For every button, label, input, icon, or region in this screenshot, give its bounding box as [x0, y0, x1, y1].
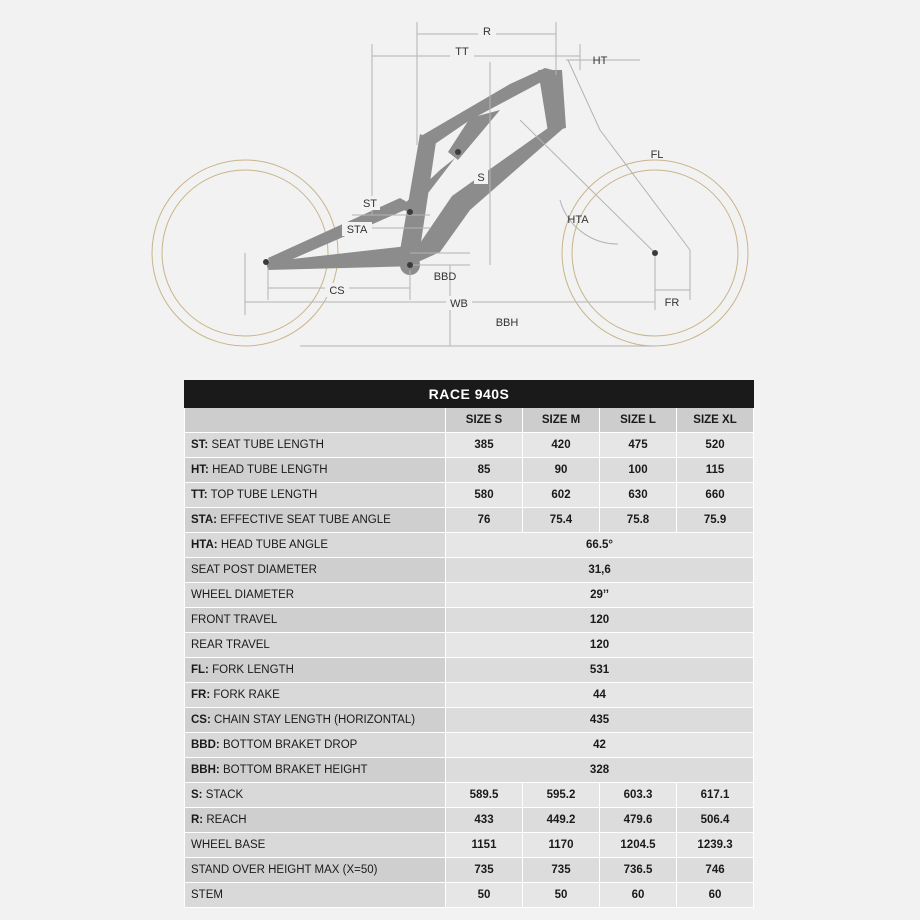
- table-row: [185, 483, 754, 508]
- table-row: [185, 433, 754, 458]
- row-value-3-2: 75.8: [600, 508, 677, 533]
- row-value-16-3: 1239.3: [677, 833, 754, 858]
- row-label-text-17: STAND OVER HEIGHT MAX (X=50): [191, 864, 378, 876]
- row-value-1-0: 85: [446, 458, 523, 483]
- row-label-10: [185, 683, 446, 708]
- label-FR: FR: [664, 297, 680, 309]
- row-abbr-1: HT:: [191, 464, 209, 476]
- label-R: R: [483, 26, 491, 38]
- row-value-16-1: 1170: [523, 833, 600, 858]
- column-header-1: SIZE S: [446, 408, 523, 433]
- row-label-11: [185, 708, 446, 733]
- row-label-text-1: HEAD TUBE LENGTH: [212, 464, 328, 476]
- row-value-18-2: 60: [600, 883, 677, 908]
- row-value-11-all: 435: [446, 708, 754, 733]
- row-value-14-3: 617.1: [677, 783, 754, 808]
- row-value-16-2: 1204.5: [600, 833, 677, 858]
- label-BBD: BBD: [433, 271, 457, 283]
- row-label-text-8: REAR TRAVEL: [191, 639, 270, 651]
- head-tube: [538, 70, 566, 132]
- table-row: [185, 808, 754, 833]
- row-label-text-15: REACH: [206, 814, 247, 826]
- row-value-3-3: 75.9: [677, 508, 754, 533]
- row-abbr-14: S:: [191, 789, 203, 801]
- row-label-5: [185, 558, 446, 583]
- row-value-8-all: 120: [446, 633, 754, 658]
- row-value-12-all: 42: [446, 733, 754, 758]
- row-value-14-2: 603.3: [600, 783, 677, 808]
- row-value-3-0: 76: [446, 508, 523, 533]
- row-label-6: [185, 583, 446, 608]
- row-label-14: [185, 783, 446, 808]
- row-abbr-2: TT:: [191, 489, 208, 501]
- row-label-text-14: STACK: [205, 789, 244, 801]
- row-value-7-all: 120: [446, 608, 754, 633]
- column-header-4: SIZE XL: [677, 408, 754, 433]
- row-label-2: [185, 483, 446, 508]
- table-row: [185, 533, 754, 558]
- row-label-3: [185, 508, 446, 533]
- table-row: [185, 608, 754, 633]
- column-header-3: SIZE L: [600, 408, 677, 433]
- row-abbr-10: FR:: [191, 689, 211, 701]
- table-row: [185, 458, 754, 483]
- row-value-17-0: 735: [446, 858, 523, 883]
- row-value-1-2: 100: [600, 458, 677, 483]
- table-row: [185, 783, 754, 808]
- row-abbr-12: BBD:: [191, 739, 220, 751]
- row-value-14-0: 589.5: [446, 783, 523, 808]
- row-value-13-all: 328: [446, 758, 754, 783]
- row-label-text-3: EFFECTIVE SEAT TUBE ANGLE: [220, 514, 391, 526]
- row-label-text-16: WHEEL BASE: [191, 839, 266, 851]
- row-label-1: [185, 458, 446, 483]
- table-row: [185, 858, 754, 883]
- label-HT: HT: [592, 55, 608, 67]
- row-value-17-1: 735: [523, 858, 600, 883]
- row-abbr-11: CS:: [191, 714, 211, 726]
- row-value-4-all: 66.5°: [446, 533, 754, 558]
- geometry-table-wrap: [184, 380, 753, 908]
- label-HTA: HTA: [567, 214, 589, 226]
- row-abbr-13: BBH:: [191, 764, 220, 776]
- row-label-text-0: SEAT TUBE LENGTH: [211, 439, 324, 451]
- row-label-12: [185, 733, 446, 758]
- label-BBH: BBH: [495, 317, 519, 329]
- row-value-0-3: 520: [677, 433, 754, 458]
- geometry-table: [184, 380, 754, 908]
- label-ST: ST: [362, 198, 378, 210]
- row-label-13: [185, 758, 446, 783]
- table-title-row: [185, 381, 754, 408]
- row-value-2-0: 580: [446, 483, 523, 508]
- row-label-text-11: CHAIN STAY LENGTH (HORIZONTAL): [214, 714, 416, 726]
- table-row: [185, 833, 754, 858]
- row-value-3-1: 75.4: [523, 508, 600, 533]
- row-abbr-9: FL:: [191, 664, 209, 676]
- down-tube: [418, 126, 566, 262]
- row-value-2-2: 630: [600, 483, 677, 508]
- row-value-6-all: 29’’: [446, 583, 754, 608]
- row-value-18-3: 60: [677, 883, 754, 908]
- label-TT: TT: [455, 46, 469, 58]
- row-label-17: [185, 858, 446, 883]
- row-value-1-3: 115: [677, 458, 754, 483]
- row-label-text-2: TOP TUBE LENGTH: [210, 489, 318, 501]
- table-row: [185, 758, 754, 783]
- row-label-text-9: FORK LENGTH: [212, 664, 294, 676]
- row-label-text-10: FORK RAKE: [213, 689, 280, 701]
- row-label-text-12: BOTTOM BRAKET DROP: [222, 739, 358, 751]
- row-label-text-4: HEAD TUBE ANGLE: [220, 539, 328, 551]
- row-label-7: [185, 608, 446, 633]
- row-value-2-1: 602: [523, 483, 600, 508]
- table-row: [185, 633, 754, 658]
- row-label-18: [185, 883, 446, 908]
- label-STA: STA: [346, 224, 368, 236]
- row-value-15-0: 433: [446, 808, 523, 833]
- table-header-row: [185, 408, 754, 433]
- row-label-15: [185, 808, 446, 833]
- row-value-17-2: 736.5: [600, 858, 677, 883]
- row-abbr-15: R:: [191, 814, 204, 826]
- row-value-0-0: 385: [446, 433, 523, 458]
- row-value-17-3: 746: [677, 858, 754, 883]
- table-row: [185, 658, 754, 683]
- label-FL: FL: [650, 149, 664, 161]
- row-abbr-3: STA:: [191, 514, 217, 526]
- frame-group: [266, 68, 566, 275]
- table-row: [185, 508, 754, 533]
- label-CS: CS: [329, 285, 345, 297]
- row-value-18-1: 50: [523, 883, 600, 908]
- row-label-9: [185, 658, 446, 683]
- table-title: RACE 940S: [185, 381, 754, 408]
- label-S: S: [477, 172, 485, 184]
- row-label-16: [185, 833, 446, 858]
- row-value-18-0: 50: [446, 883, 523, 908]
- label-WB: WB: [450, 298, 468, 310]
- row-value-14-1: 595.2: [523, 783, 600, 808]
- row-value-15-3: 506.4: [677, 808, 754, 833]
- row-label-text-5: SEAT POST DIAMETER: [191, 564, 317, 576]
- bike-geometry-diagram: [0, 0, 920, 378]
- row-abbr-4: HTA:: [191, 539, 218, 551]
- table-row: [185, 583, 754, 608]
- row-value-15-2: 479.6: [600, 808, 677, 833]
- row-label-text-7: FRONT TRAVEL: [191, 614, 278, 626]
- row-label-4: [185, 533, 446, 558]
- table-row: [185, 683, 754, 708]
- row-value-2-3: 660: [677, 483, 754, 508]
- row-label-8: [185, 633, 446, 658]
- row-value-10-all: 44: [446, 683, 754, 708]
- row-label-0: [185, 433, 446, 458]
- geometry-table-body: [185, 381, 754, 908]
- row-value-5-all: 31,6: [446, 558, 754, 583]
- column-header-2: SIZE M: [523, 408, 600, 433]
- row-abbr-0: ST:: [191, 439, 209, 451]
- row-label-text-13: BOTTOM BRAKET HEIGHT: [222, 764, 368, 776]
- row-value-0-2: 475: [600, 433, 677, 458]
- row-value-16-0: 1151: [446, 833, 523, 858]
- row-value-0-1: 420: [523, 433, 600, 458]
- row-value-15-1: 449.2: [523, 808, 600, 833]
- table-row: [185, 708, 754, 733]
- row-label-text-6: WHEEL DIAMETER: [191, 589, 295, 601]
- table-row: [185, 883, 754, 908]
- row-value-1-1: 90: [523, 458, 600, 483]
- row-value-9-all: 531: [446, 658, 754, 683]
- table-row: [185, 558, 754, 583]
- column-header-0: [185, 408, 446, 433]
- table-row: [185, 733, 754, 758]
- row-label-text-18: STEM: [191, 889, 223, 901]
